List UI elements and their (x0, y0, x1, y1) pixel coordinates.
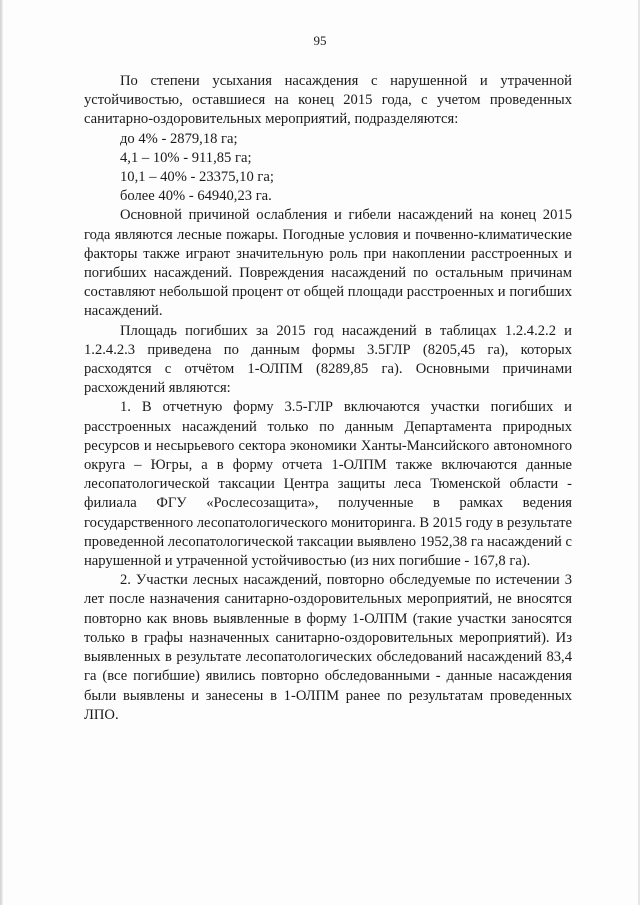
list-item-dieback-class: 10,1 – 40% - 23375,10 га; (120, 169, 274, 186)
list-item-dieback-class: более 40% - 64940,23 га. (120, 188, 272, 205)
paragraph-dieback-intro: По степени усыхания насаждения с нарушенной и утраченной устойчивостью, оставшиеся на конец 2015 года, с учетом проведенных санитарно-оздоровительных мероприятий, подразделяются: (84, 73, 572, 128)
paragraph-area-discrepancy: Площадь погибших за 2015 год насаждений в таблицах 1.2.4.2.2 и 1.2.4.2.3 приведена по данным формы 3.5ГЛР (8205,45 га), которых расходятся с отчётом 1-ОЛПМ (8289,85 га). Основными причинами расхождений являются: (84, 322, 572, 397)
paragraph-reason-2: 2. Участки лесных насаждений, повторно обследуемые по истечении 3 лет после назначения санитарно-оздоровительных мероприятий, не вносятся повторно как вновь выявленные в форму 1-ОЛПМ (такие участки заносятся только в графы назначенных санитарно-оздоровительных мероприятий). Из выявленных в результате лесопатологических обследований насаждений 83,4 га (все погибшие) явились повторно обследованными - данные насаждения были выявлены и занесены в 1-ОЛПМ ранее по результатам проведенных ЛПО. (84, 572, 572, 723)
list-item-dieback-class: до 4% - 2879,18 га; (120, 130, 238, 147)
document-body (84, 72, 572, 725)
paragraph-main-cause: Основной причиной ослабления и гибели насаждений на конец 2015 года являются лесные пожары. Погодные условия и почвенно-климатические факторы также играют значительную роль при накоплении расстроенных и погибших насаждений. Повреждения насаждений по остальным причинам составляют небольшой процент от общей площади расстроенных и погибших насаждений. (84, 207, 572, 320)
paragraph-reason-1: 1. В отчетную форму 3.5-ГЛР включаются участки погибших и расстроенных насаждений только по данным Департамента природных ресурсов и несырьевого сектора экономики Ханты-Мансийского автономного округа – Югры, а в форму отчета 1-ОЛПМ также включаются данные лесопатологической таксации Центра защиты леса Тюменской области - филиала ФГУ «Рослесозащита», полученные в рамках ведения государственного лесопатологического мониторинга. В 2015 году в результате проведенной лесопатологической таксации выявлено 1952,38 га насаждений с нарушенной и утраченной устойчивостью (из них погибшие - 167,8 га). (84, 399, 573, 570)
scan-edge-left (0, 0, 3, 905)
list-item-dieback-class: 4,1 – 10% - 911,85 га; (120, 149, 252, 166)
page-number: 95 (313, 33, 327, 48)
